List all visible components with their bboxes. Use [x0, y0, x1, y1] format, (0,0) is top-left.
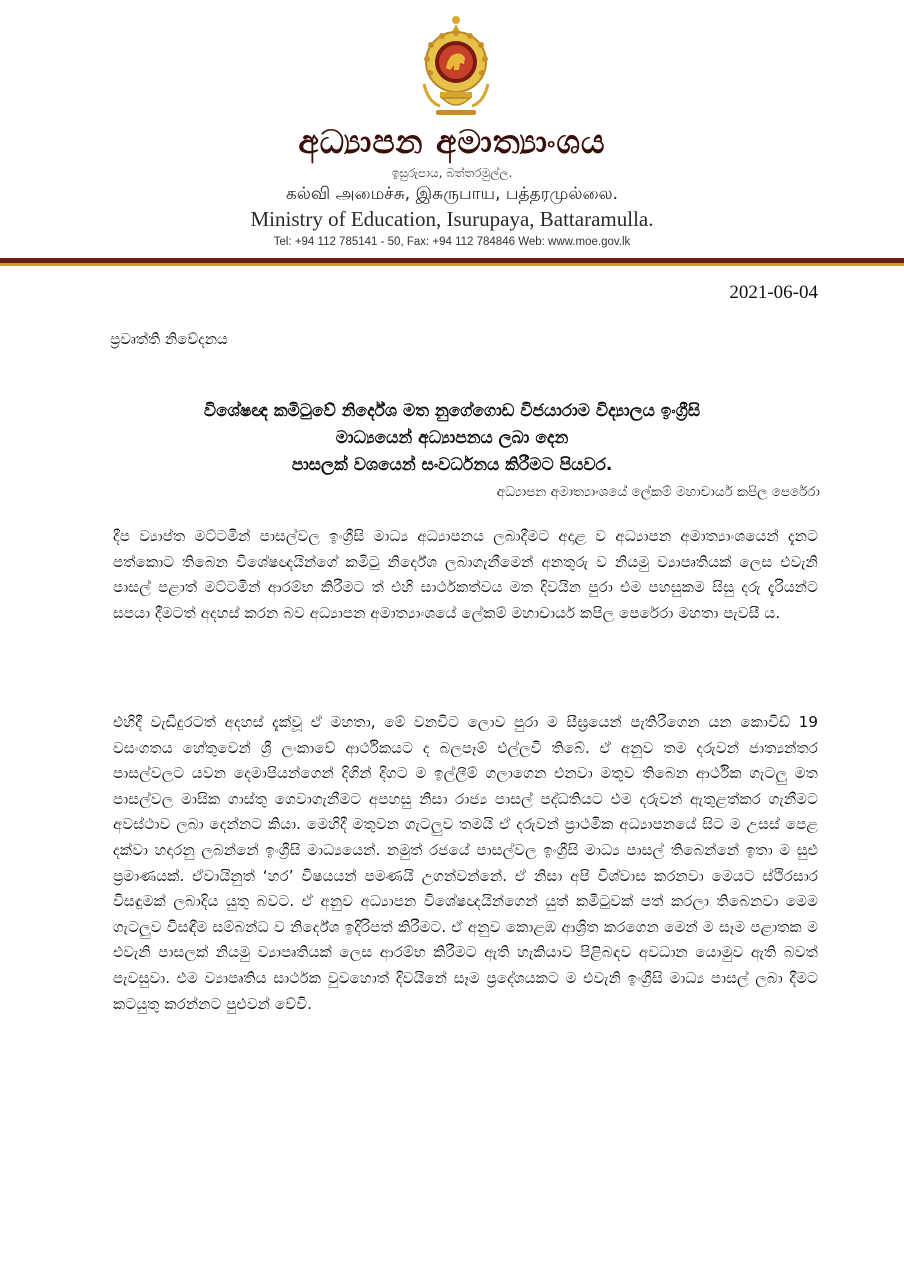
contact-line: Tel: +94 112 785141 - 50, Fax: +94 112 784846 Web: www.moe.gov.lk — [273, 236, 631, 248]
headline-line: මාධ්‍යයෙන් අධ්‍යාපනය ලබා දෙන — [335, 428, 569, 448]
document-type: ප්‍රවෘත්ති නිවේදනය — [110, 330, 228, 348]
headline — [90, 398, 814, 479]
address-sinhala: ඉසුරුපාය, බත්තරමුල්ල. — [391, 166, 513, 180]
headline-line: විශේෂඥ කමිටුවේ නිර්දේශ මත නුගේගොඩ විජයාරාම විද්‍යාලය ඉංග්‍රීසි — [203, 401, 701, 421]
body-paragraph: දීප ව්‍යාප්ත මට්ටමින් පාසල්වල ඉංග්‍රීසි මාධ්‍ය අධ්‍යාපනය ලබාදීමට අදාළ ව අධ්‍යාපන අමාත්‍යාංශයෙන් දැනට පත්කොට තිබෙන විශේෂඥයින්ගේ කමිටු නිර්දේශ ලබාගැනීමෙන් අනතුරු ව නියමු ව්‍යාපෘතියක් ලෙස එවැනි පාසල් පළාත් මට්ටමින් ආරම්භ කිරීමට ත් එහි සාර්ථකත්වය මත දිවයින පුරා එම පහසුකම සිසු දරු දැරියන්ට සපයා දීමටත් අදහස් කරන බව අධ්‍යාපන අමාත්‍යාංශයේ ලේකම් මහාචාර්ය කපිල පෙරේරා මහතා පැවසී ය. — [113, 527, 818, 622]
ministry-name-english: Ministry of Education, Isurupaya, Battaramulla. — [250, 207, 654, 231]
byline: අධ්‍යාපන අමාත්‍යාංශයේ ලේකම් මහාචාර්ය කපිල පෙරේරා — [496, 484, 820, 500]
letterhead-divider-accent — [0, 263, 904, 266]
headline-line: පාසලක් වශයෙන් සංවර්ධනය කිරීමට පියවර. — [291, 455, 613, 475]
letterhead — [0, 0, 904, 270]
ministry-name-tamil: கல்வி அமைச்சு, இசுருபாய, பத்தரமுல்லை. — [285, 184, 619, 204]
body-paragraph: එහිදී වැඩිදුරටත් අදහස් දැක්වූ ඒ මහතා, මේ වනවිට ලොව පුරා ම සීඝ්‍රයෙන් පැතිරීගෙන යන කොවිඩ් 19 වසංගතය හේතුවෙන් ශ්‍රී ලංකාවේ ආර්ථිකයට ද බලපෑම් එල්ලවී තිබේ. ඒ අනුව තම දරුවන් ජාත්‍යන්තර පාසල්වලට යවන දෙමාපියන්ගෙන් දිගින් දිගට ම ඉල්ලීම් ගලාගෙන එනවා මතුව තිබෙන ආර්ථික ගැටලු මත පාසල්වල මාසික ගාස්තු ගෙවාගැනීමට අපහසු නිසා රාජ්‍ය පාසල් පද්ධතියට එම දරුවන් ඇතුළත්කර ගැනීමට අවස්ථාව ලබා දෙන්නට කියා. මෙහිදී මතුවන ගැටලුව තමයි ඒ දරුවන් ප්‍රාථමික අධ්‍යාපනයේ සිට ම උසස් පෙළ දක්වා හදාරනු ලබන්නේ ඉංග්‍රීසි මාධ්‍යයෙන්. නමුත් රජයේ පාසල්වල ඉංග්‍රීසි මාධ්‍ය පාසල් තිබෙන්නේ ඉතා ම සුළු ප්‍රමාණයක්. ඒවායිනුත් ‘හර’ විෂයයන් පමණයි උගන්වන්නේ. ඒ නිසා අපි විශ්වාස කරනවා මෙයට ස්ථිරසාර විසඳුමක් ලබාදිය යුතු බවට. ඒ අනුව අධ්‍යාපන විශේෂඥයින්ගෙන් යුත් කමිටුවක් පත් කරලා තිබෙනවා මෙම ගැටලුව විසඳීම සම්බන්ධ ව නිර්දේශ ඉදිරිපත් කිරීමට. ඒ අනුව කොළඹ ආශ්‍රිත කරගෙන මෙන් ම සෑම පළාතක ම එවැනි පාසලක් නියමු ව්‍යාපෘතියක් ලෙස ආරම්භ කිරීමට ඇති හැකියාව පිළිබඳව අවධාන යොමුව ඇති බවත් පැවසුවා. එම ව්‍යාපෘතිය සාර්ථක වුවහොත් දිවයිනේ සෑම ප්‍රදේශයකට ම එවැනි ඉංග්‍රීසි මාධ්‍ය පාසල් ලබා දීමට කටයුතු කරන්නට පුළුවන් වේවි. — [113, 713, 818, 1013]
ministry-name-sinhala: අධ්‍යාපන අමාත්‍යාංශය — [298, 122, 606, 161]
document-date: 2021-06-04 — [729, 282, 818, 303]
sri-lanka-emblem-icon — [420, 14, 492, 118]
